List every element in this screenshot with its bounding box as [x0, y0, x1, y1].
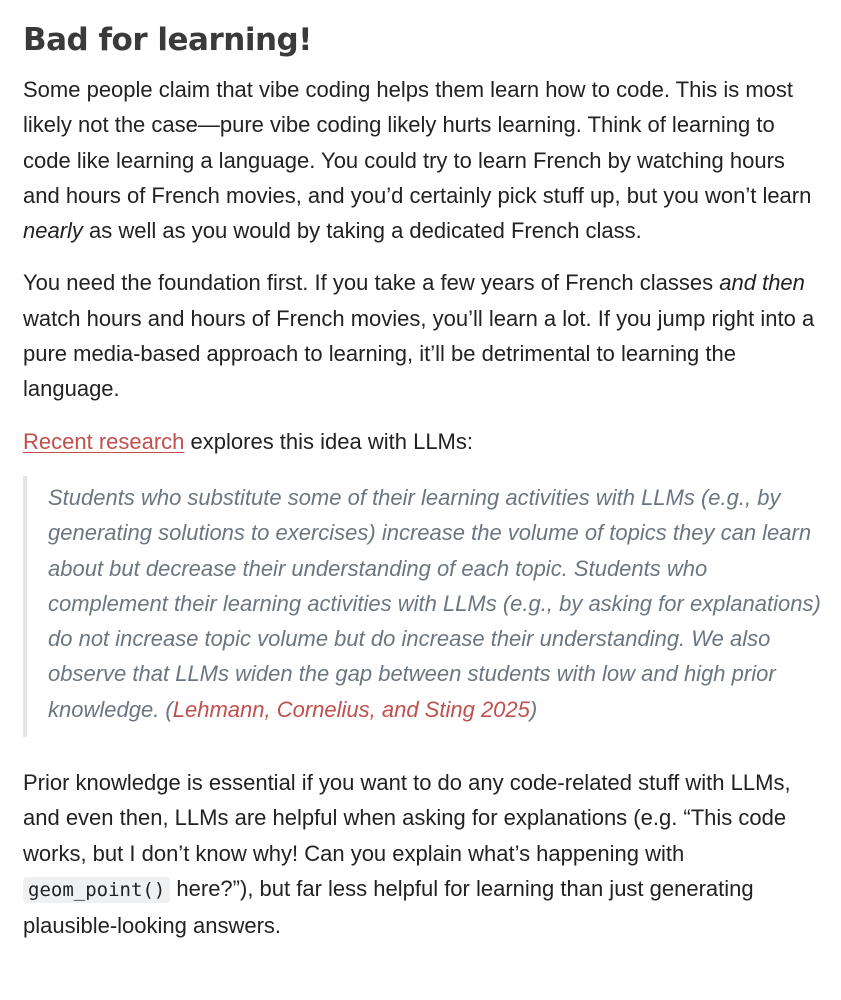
paragraph-vibe-coding	[23, 72, 821, 248]
recent-research-link[interactable]: Recent research	[23, 428, 185, 454]
paragraph-research	[23, 424, 821, 459]
research-quote	[23, 476, 821, 737]
quote-text: Students who substitute some of their learning activities with LLMs (e.g., by generating solutions to exercises) increase the volume of topics they can learn about but decrease their understanding of each topic. Students who complement their learning activities with LLMs (e.g., by asking for explanations) do not increase topic volume but do increase their understanding. We also observe that LLMs widen the gap between students with low and high prior knowledge. (	[48, 484, 821, 722]
paragraph-prior-knowledge	[23, 765, 821, 943]
section-heading: Bad for learning!	[23, 22, 312, 58]
paragraph-foundation	[23, 265, 821, 406]
emphasis-text: nearly	[23, 218, 83, 244]
paragraph-text: You need the foundation first. If you take a few years of French classes	[23, 270, 720, 296]
emphasis-text: and then	[719, 270, 805, 296]
paragraph-text: Prior knowledge is essential if you want to do any code-related stuff with LLMs, and even then, LLMs are helpful when asking for explanations (e.g. “This code works, but I don’t know why! Can you explain what’s happening with	[23, 770, 791, 866]
paragraph-text: explores this idea with LLMs:	[184, 428, 473, 454]
citation-link[interactable]: Lehmann, Cornelius, and Sting 2025	[172, 696, 530, 722]
inline-code: geom_point()	[23, 877, 170, 903]
paragraph-text: Some people claim that vibe coding helps them learn how to code. This is most likely not the case—pure vibe coding likely hurts learning. Think of learning to code like learning a language. You could try to learn French by watching hours and hours of French movies, and you’d certainly pick stuff up, but you won’t learn	[23, 77, 812, 208]
quote-close: )	[529, 696, 538, 722]
paragraph-text: as well as you would by taking a dedicated French class.	[82, 218, 642, 244]
paragraph-text: watch hours and hours of French movies, you’ll learn a lot. If you jump right into a pure media-based approach to learning, it’ll be detrimental to learning the language.	[23, 305, 815, 402]
paragraph-text: here?”), but far less helpful for learning than just generating plausible-looking answers.	[23, 875, 754, 939]
